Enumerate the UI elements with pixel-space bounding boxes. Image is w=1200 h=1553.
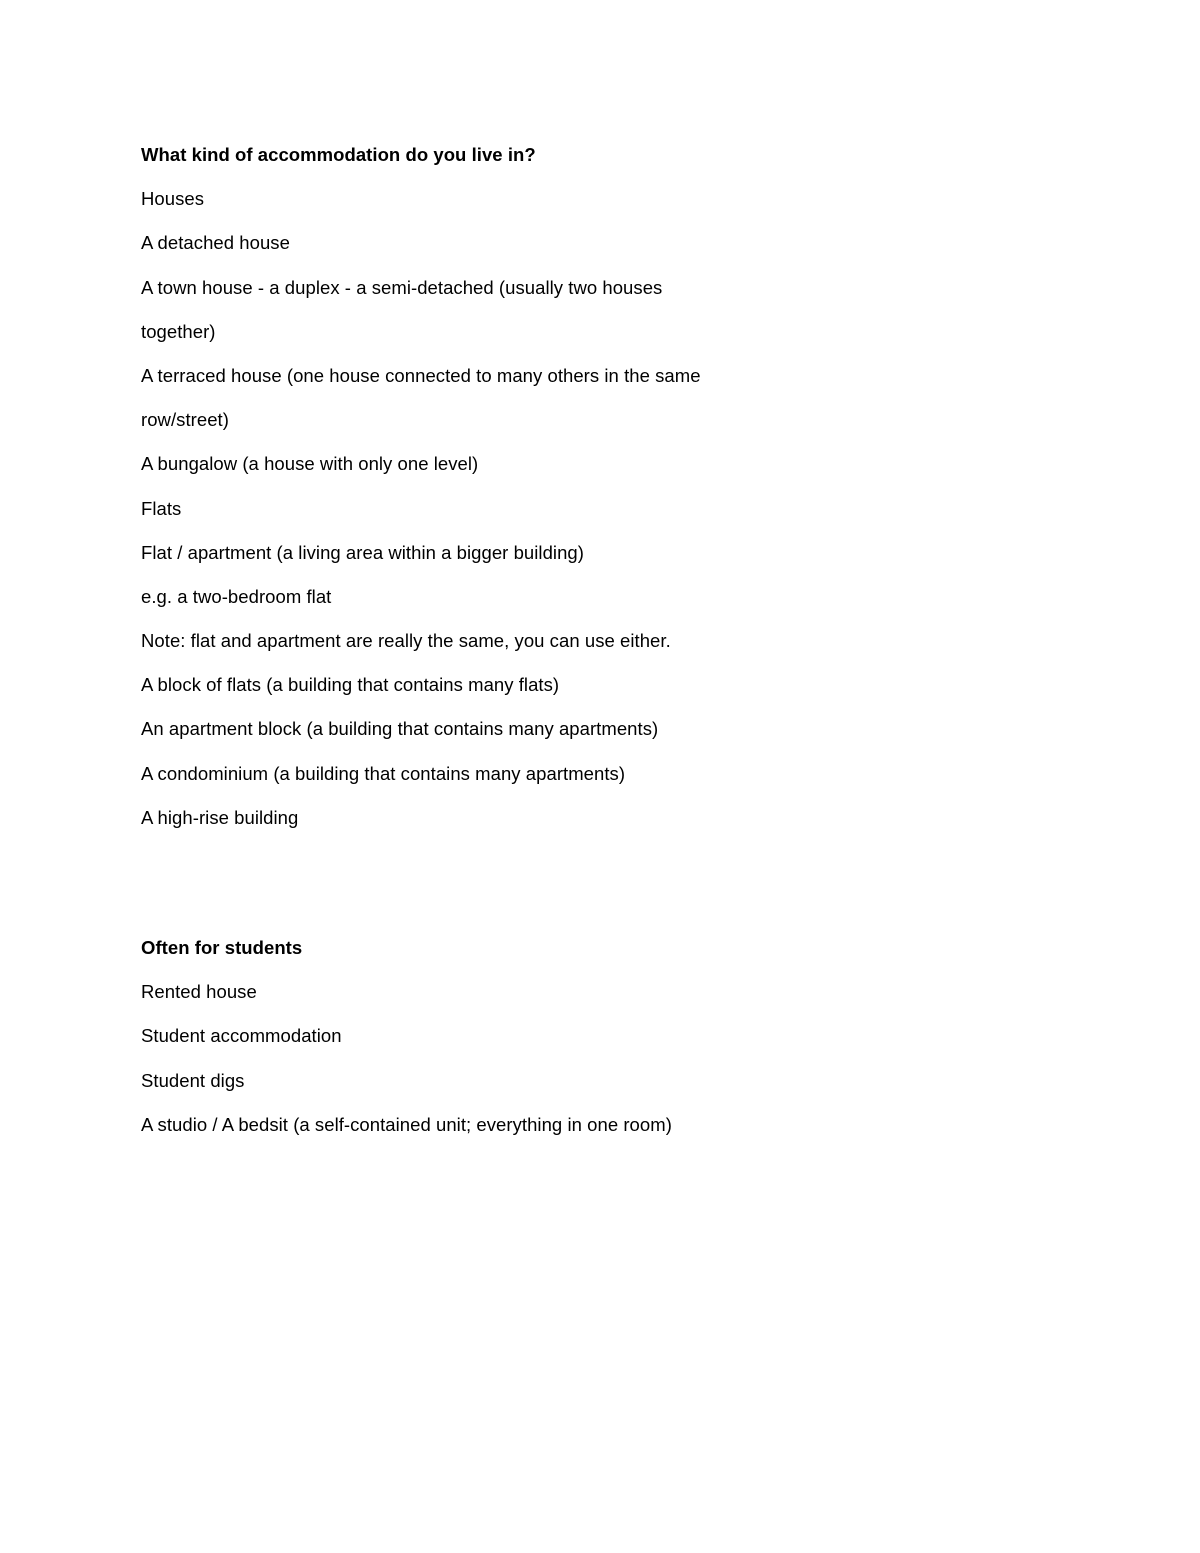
text-line: Student digs bbox=[141, 1069, 245, 1091]
text-line: Houses bbox=[141, 188, 205, 210]
text-line: A terraced house (one house connected to many others in the same bbox=[141, 364, 701, 386]
section-heading-students: Often for students bbox=[141, 937, 303, 958]
text-line: A block of flats (a building that contains many flats) bbox=[141, 674, 560, 696]
text-line: A bungalow (a house with only one level) bbox=[141, 453, 479, 475]
text-line: Rented house bbox=[141, 981, 257, 1003]
section-heading-accommodation: What kind of accommodation do you live in? bbox=[141, 144, 536, 165]
text-line: A town house - a duplex - a semi-detached (usually two houses bbox=[141, 276, 663, 298]
document-body bbox=[141, 143, 841, 1157]
text-line: e.g. a two-bedroom flat bbox=[141, 585, 332, 607]
text-line: Flats bbox=[141, 497, 182, 519]
text-line: Note: flat and apartment are really the same, you can use either. bbox=[141, 630, 671, 652]
text-line: A condominium (a building that contains many apartments) bbox=[141, 762, 626, 784]
text-line: An apartment block (a building that contains many apartments) bbox=[141, 718, 659, 740]
text-line: together) bbox=[141, 320, 216, 342]
text-line: A detached house bbox=[141, 232, 290, 254]
text-line: Student accommodation bbox=[141, 1025, 342, 1047]
text-line: A high-rise building bbox=[141, 806, 299, 828]
section-spacer bbox=[141, 850, 841, 936]
text-line: row/street) bbox=[141, 409, 229, 431]
text-line: Flat / apartment (a living area within a bigger building) bbox=[141, 541, 584, 563]
text-line: A studio / A bedsit (a self-contained unit; everything in one room) bbox=[141, 1113, 672, 1135]
